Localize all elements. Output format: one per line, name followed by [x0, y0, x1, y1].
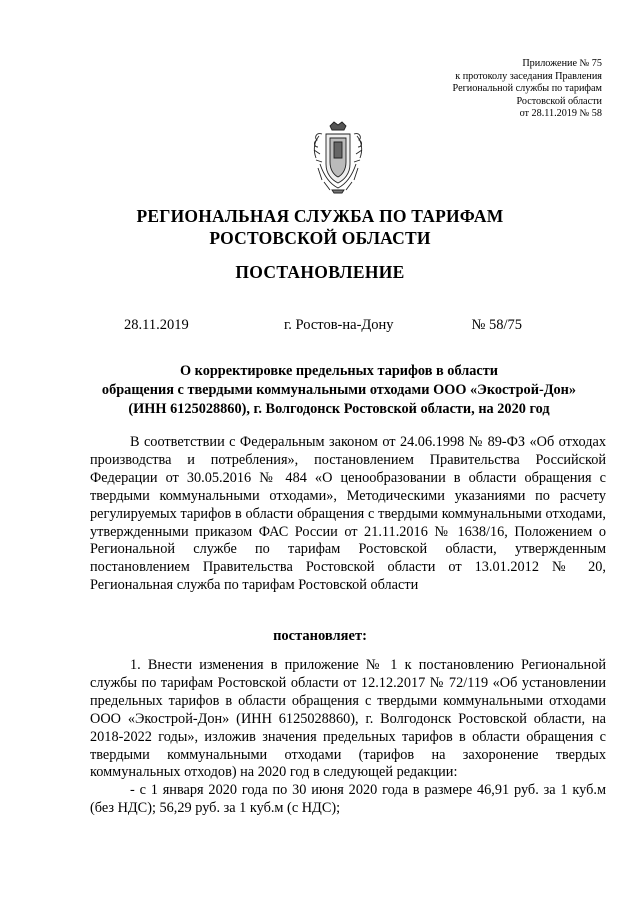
org-line: РЕГИОНАЛЬНАЯ СЛУЖБА ПО ТАРИФАМ	[136, 206, 504, 226]
subject-line: (ИНН 6125028860), г. Волгодонск Ростовской области, на 2020 год	[128, 401, 550, 417]
annex-line: Региональной службы по тарифам	[452, 83, 602, 95]
annex-note	[453, 58, 602, 121]
document-city: г. Ростов-на-Дону	[284, 317, 394, 333]
subject-line: О корректировке предельных тарифов в области	[179, 363, 499, 379]
annex-line: Приложение № 75	[522, 58, 602, 69]
document-number: № 58/75	[471, 317, 522, 333]
organization-name	[60, 205, 580, 249]
annex-line: к протоколу заседания Правления	[455, 70, 602, 82]
subject-line: обращения с твердыми коммунальными отходами ООО «Экострой-Дон»	[101, 382, 577, 398]
preamble-paragraph: В соответствии с Федеральным законом от 24.06.1998 № 89-ФЗ «Об отходах производства и потребления», постановлением Правительства Российской Федерации от 30.05.2016 № 484 «О ценообразовании в области обращения с твердыми коммунальными отходами», Методическими указаниями по расчету регулируемых тарифов в области обращения с твердыми коммунальными отходами, утвержденными приказом ФАС России от 21.11.2016 № 1638/16, Положением о Региональной службе по тарифам Ростовской области, утвержденным постановлением Правительства Ростовской области от 13.01.2012 № 20, Региональная служба по тарифам Ростовской области	[90, 434, 606, 594]
item-1-paragraph: 1. Внести изменения в приложение № 1 к постановлению Региональной службы по тарифам Ростовской области от 12.12.2017 № 72/119 «Об установлении предельных тарифов в области обращения с твердыми коммунальными отходами ООО «Экострой-Дон» (ИНН 6125028860), г. Волгодонск Ростовской области, на 2018-2022 годы», изложив значения предельных тарифов в области обращения с твердыми коммунальными отходами (тарифов на захоронение твердых коммунальных отходов) на 2020 год в следующей редакции:	[90, 657, 606, 781]
org-line: РОСТОВСКОЙ ОБЛАСТИ	[209, 228, 431, 248]
document-date: 28.11.2019	[124, 317, 189, 333]
body-items	[90, 657, 606, 818]
annex-line: от 28.11.2019 № 58	[519, 108, 602, 120]
document-meta-row	[0, 317, 640, 337]
decree-word: постановляет:	[273, 628, 367, 644]
annex-line: Ростовской области	[516, 95, 602, 107]
item-1-subitem: - с 1 января 2020 года по 30 июня 2020 года в размере 46,91 руб. за 1 куб.м (без НДС); 56,29 руб. за 1 куб.м (с НДС);	[90, 782, 606, 817]
document-subject	[86, 362, 592, 419]
coat-of-arms-icon	[310, 120, 366, 194]
document-type: ПОСТАНОВЛЕНИЕ	[235, 262, 405, 282]
